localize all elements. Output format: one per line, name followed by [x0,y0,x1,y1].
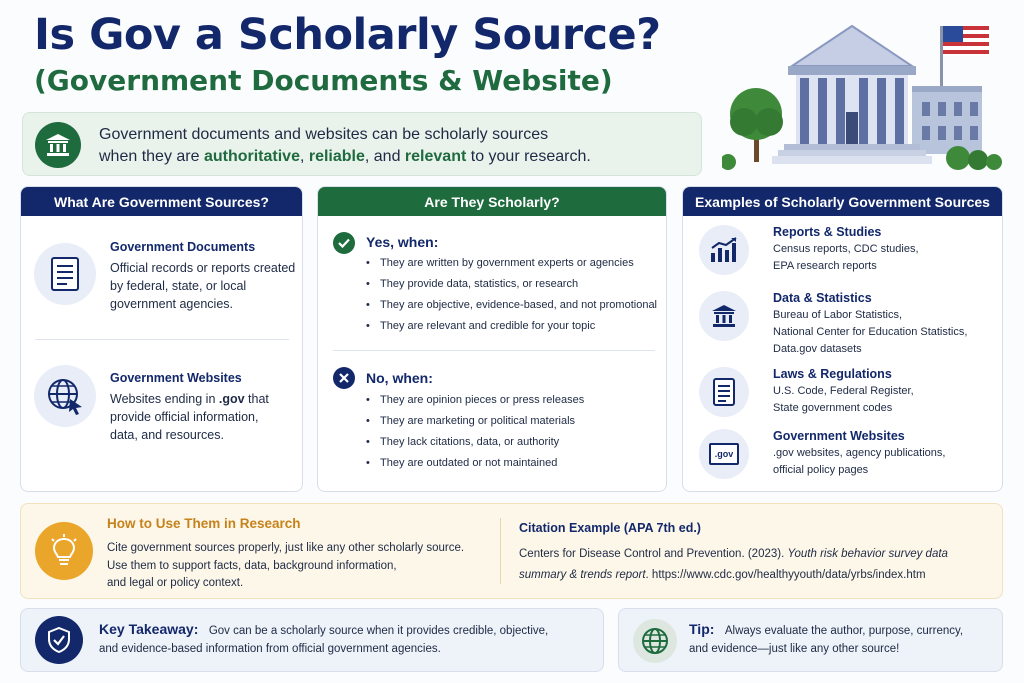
tip-line2: and evidence—just like any other source! [689,643,900,655]
divider [333,350,655,351]
intro-text: Government documents and websites can be scholarly sources when they are authoritative, reliable, and relevant to your research. [99,126,591,165]
card-header: What Are Government Sources? [21,187,302,216]
list-item: • They are objective, evidence-based, and not promotional [360,295,660,316]
us-flag-icon [943,26,989,56]
yes-list [360,253,660,337]
no-list [360,390,660,474]
list-item: • They are outdated or not maintained [360,453,660,474]
page-title: Is Gov a Scholarly Source? [34,10,661,60]
list-item: • They lack citations, data, or authority [360,432,660,453]
what-are-gov-sources-card [20,186,303,492]
intro-banner [22,112,702,176]
divider [500,518,501,584]
key-takeaway-panel [20,608,604,672]
shield-check-icon [35,616,83,664]
lightbulb-icon [35,522,93,580]
gov-documents-title: Government Documents [110,240,256,254]
monitor-icon: .gov [699,429,749,479]
how-to-use-title: How to Use Them in Research [107,516,301,531]
globe-cursor-icon [34,365,96,427]
list-item: • They are written by government experts or agencies [360,253,660,274]
card-header: Are They Scholarly? [318,187,666,216]
how-to-use-text: Cite government sources properly, just like any other scholarly source. Use them to support facts, data, background information, and legal or policy context. [107,542,465,589]
chart-icon [699,225,749,275]
document-icon [34,243,96,305]
tip-line1: Tip: Always evaluate the author, purpose, currency, [689,621,964,637]
institution-icon [35,122,81,168]
government-building-illustration [722,18,1002,170]
examples-card: Examples of Scholarly Government Sources Reports & Studies Census reports, CDC studies, EPA research reports Data & Statistics Bureau of Labor Statistics, National Center for Education Statistics, Data.gov datasets Laws & Regulations U.S. Code, Federal Register, State government codes .gov Government Websites .gov websites, agency publications, official policy pages [682,186,1003,492]
tip-panel [618,608,1003,672]
page-subtitle: (Government Documents & Website) [34,64,613,97]
how-to-use-panel [20,503,1003,599]
takeaway-line1: Key Takeaway: Gov can be a scholarly source when it provides credible, objective, [99,621,549,637]
gov-websites-desc: Websites ending in .gov that provide official information, data, and resources. [110,392,269,442]
list-item: • They are opinion pieces or press releases [360,390,660,411]
citation-text: Centers for Disease Control and Prevention. (2023). Youth risk behavior survey data summary & trends report. https://www.cdc.gov/healthyyouth/data/yrbs/index.htm [519,548,948,581]
list-item: • They are marketing or political materials [360,411,660,432]
check-icon [333,232,355,254]
takeaway-line2: and evidence-based information from official government agencies. [99,643,441,655]
divider [35,339,289,340]
list-item: • They provide data, statistics, or research [360,274,660,295]
list-item: • They are relevant and credible for your topic [360,316,660,337]
document-icon [699,367,749,417]
citation-title: Citation Example (APA 7th ed.) [519,521,701,535]
globe-icon [633,619,677,663]
are-they-scholarly-card [317,186,667,492]
yes-title: Yes, when: [366,234,439,250]
x-icon [333,367,355,389]
institution-icon [699,291,749,341]
gov-documents-desc: Official records or reports created by federal, state, or local government agencies. [110,261,296,311]
card-header: Examples of Scholarly Government Sources [683,187,1002,216]
gov-websites-title: Government Websites [110,371,242,385]
no-title: No, when: [366,370,433,386]
